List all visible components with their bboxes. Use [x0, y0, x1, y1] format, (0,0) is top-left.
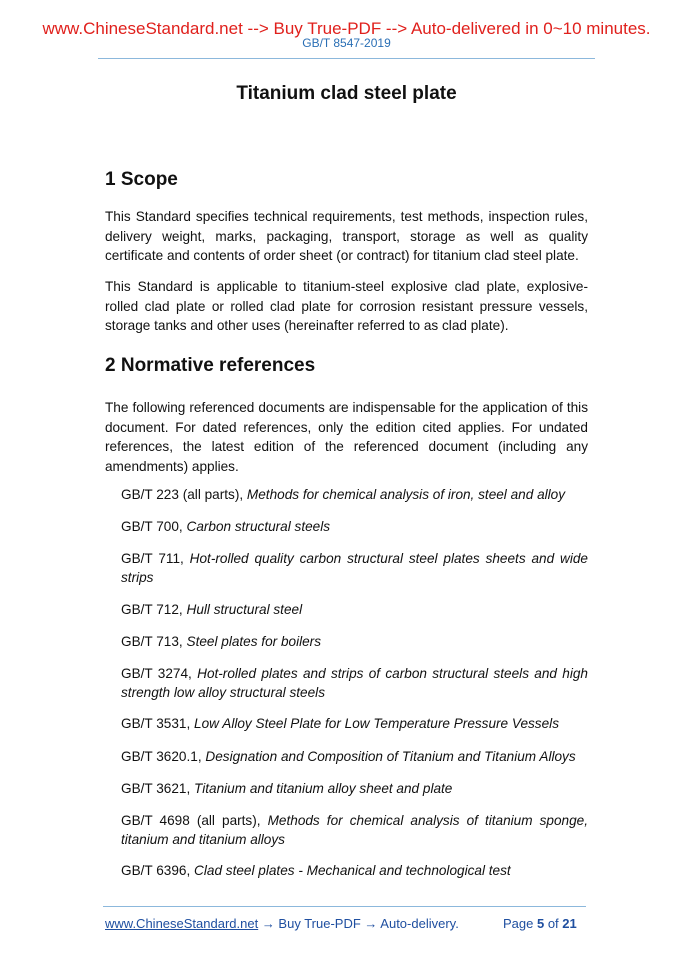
reference-code: GB/T 713,	[121, 634, 187, 649]
reference-title: Hot-rolled quality carbon structural steel plates sheets and wide strips	[121, 551, 588, 585]
footer-promo	[105, 916, 459, 931]
reference-code: GB/T 3620.1,	[121, 749, 206, 764]
footer-divider	[103, 906, 586, 907]
header-divider	[98, 58, 595, 59]
reference-title: Hull structural steel	[186, 602, 303, 617]
reference-item	[121, 632, 588, 651]
reference-code: GB/T 223 (all parts),	[121, 487, 247, 502]
standard-number: GB/T 8547-2019	[302, 36, 391, 50]
promo-banner: www.ChineseStandard.net --> Buy True-PDF --> Auto-delivered in 0~10 minutes.	[42, 19, 651, 38]
reference-title: Methods for chemical analysis of iron, steel and alloy	[246, 487, 566, 502]
of-label: of	[544, 916, 563, 931]
footer-link[interactable]: www.ChineseStandard.net	[105, 916, 259, 931]
paragraph: This Standard is applicable to titanium-steel explosive clad plate, explosive-rolled clad plate or rolled clad plate for corrosion resistant pressure vessels, storage tanks and other uses (hereinafter referred to as clad plate).	[105, 279, 588, 333]
reference-title: Clad steel plates - Mechanical and technological test	[194, 863, 511, 878]
page-number: 5	[536, 916, 545, 931]
reference-item	[121, 747, 588, 766]
reference-code: GB/T 4698 (all parts),	[121, 813, 268, 828]
paragraph: This Standard specifies technical requirements, test methods, inspection rules, delivery weight, marks, packaging, transport, storage as well as quality certificate and contents of order sheet (or contract) for titanium clad steel plate.	[105, 209, 588, 263]
paragraph: The following referenced documents are indispensable for the application of this document. For dated references, only the edition cited applies. For undated references, the latest edition of the referenced document (including any amendments) applies.	[105, 400, 588, 474]
reference-code: GB/T 700,	[121, 519, 187, 534]
footer-text: → Buy True-PDF → Auto-delivery.	[258, 916, 459, 931]
page-total: 21	[562, 916, 577, 931]
reference-code: GB/T 3274,	[121, 666, 198, 681]
reference-item	[121, 714, 588, 733]
reference-title: Hot-rolled plates and strips of carbon structural steels and high strength low alloy structural steels	[121, 666, 588, 700]
reference-item	[121, 517, 588, 536]
reference-code: GB/T 711,	[121, 551, 190, 566]
reference-item	[121, 549, 588, 587]
section-heading-normative-references: 2 Normative references	[105, 355, 316, 376]
reference-title: Low Alloy Steel Plate for Low Temperature Pressure Vessels	[194, 716, 559, 731]
page-label: Page	[503, 916, 537, 931]
reference-title: Designation and Composition of Titanium and Titanium Alloys	[205, 749, 576, 764]
reference-title: Carbon structural steels	[186, 519, 331, 534]
reference-item	[121, 600, 588, 619]
reference-item	[121, 779, 588, 798]
document-title: Titanium clad steel plate	[236, 83, 457, 104]
reference-item	[121, 811, 588, 849]
reference-title: Steel plates for boilers	[186, 634, 321, 649]
reference-item	[121, 861, 588, 880]
reference-item	[121, 664, 588, 702]
reference-item	[121, 485, 588, 504]
reference-title: Titanium and titanium alloy sheet and plate	[194, 781, 453, 796]
page-indicator	[503, 916, 577, 931]
reference-code: GB/T 3621,	[121, 781, 195, 796]
section-heading-scope: 1 Scope	[105, 169, 178, 190]
reference-title: Methods for chemical analysis of titanium sponge, titanium and titanium alloys	[121, 813, 588, 847]
reference-code: GB/T 3531,	[121, 716, 195, 731]
reference-code: GB/T 6396,	[121, 863, 195, 878]
reference-code: GB/T 712,	[121, 602, 187, 617]
